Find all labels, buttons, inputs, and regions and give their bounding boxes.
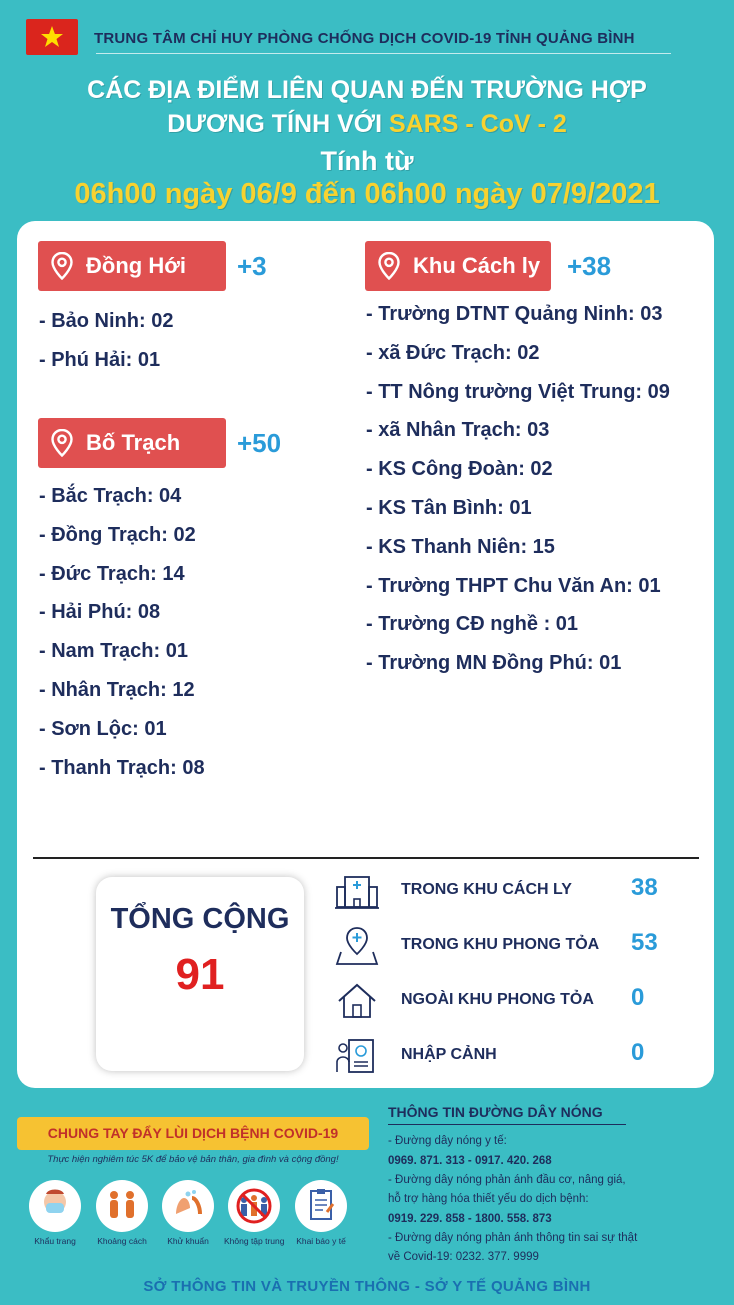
house-icon <box>335 981 379 1021</box>
hotline-phone: 0969. 871. 313 - 0917. 420. 268 <box>388 1155 552 1167</box>
region-count-bo-trach: +50 <box>237 428 282 458</box>
vietnam-flag-icon <box>26 19 78 55</box>
stat-value: 53 <box>631 929 658 956</box>
title-line-1: CÁC ĐỊA ĐIỂM LIÊN QUAN ĐẾN TRƯỜNG HỢP <box>87 76 647 104</box>
header-divider <box>96 53 671 54</box>
list-item: - Nam Trạch: 01 <box>39 640 188 663</box>
stat-outside-lockdown <box>335 979 695 1023</box>
section-divider <box>33 857 699 859</box>
stat-value: 38 <box>631 874 658 901</box>
stat-value: 0 <box>631 1039 645 1066</box>
distance-icon <box>102 1186 142 1226</box>
five-k-caption: Khai báo y tế <box>296 1236 346 1246</box>
region-tag-bo-trach <box>38 418 226 468</box>
five-k-item <box>291 1180 351 1246</box>
region-tag-dong-hoi <box>38 241 226 291</box>
list-item: - Trường MN Đồng Phú: 01 <box>366 652 622 675</box>
hotline-text: về Covid-19: 0232. 377. 9999 <box>388 1251 539 1263</box>
hotline-text: - Đường dây nóng phản ánh đầu cơ, nâng giá, <box>388 1174 626 1186</box>
content-card <box>17 221 714 1088</box>
location-pin-icon <box>50 252 74 280</box>
list-item: - Sơn Lộc: 01 <box>39 717 167 740</box>
hotline-text: - Đường dây nóng phản ánh thông tin sai sự thật <box>388 1232 638 1244</box>
stat-label: NGOÀI KHU PHONG TỎA <box>401 991 594 1008</box>
region-tag-khu-cach-ly <box>365 241 551 291</box>
list-item: - Trường CĐ nghề : 01 <box>366 613 579 636</box>
hotline-text: hỗ trợ hàng hóa thiết yếu do dịch bệnh: <box>388 1193 589 1205</box>
list-item: - Nhân Trạch: 12 <box>39 678 195 701</box>
campaign-subtitle: Thực hiện nghiêm túc 5K để bảo vệ bản thân, gia đình và cộng đồng! <box>47 1154 339 1165</box>
hotline-phone: 0919. 229. 858 - 1800. 558. 873 <box>388 1213 552 1225</box>
total-value: 91 <box>175 950 225 999</box>
list-item: - KS Tân Bình: 01 <box>366 496 532 519</box>
five-k-caption: Khẩu trang <box>34 1236 76 1246</box>
list-khu-cach-ly <box>366 295 670 683</box>
five-k-caption: Không tập trung <box>224 1236 285 1246</box>
title-line-2: DƯƠNG TÍNH VỚI SARS - CoV - 2 <box>167 110 567 138</box>
date-range: 06h00 ngày 06/9 đến 06h00 ngày 07/9/2021 <box>74 178 660 210</box>
five-k-item <box>224 1180 284 1246</box>
health-declaration-icon <box>301 1186 341 1226</box>
region-name: Đồng Hới <box>86 253 186 278</box>
five-k-caption: Khoảng cách <box>97 1236 147 1246</box>
hospital-icon <box>335 871 379 911</box>
map-pin-icon <box>335 926 379 966</box>
list-item: - TT Nông trường Việt Trung: 09 <box>366 380 670 403</box>
hotline-title: THÔNG TIN ĐƯỜNG DÂY NÓNG <box>388 1104 603 1120</box>
list-item: - Đức Trạch: 14 <box>39 562 185 585</box>
stat-label: TRONG KHU PHONG TỎA <box>401 936 600 953</box>
hotline-text: - Đường dây nóng y tế: <box>388 1135 507 1147</box>
no-gathering-icon <box>234 1186 274 1226</box>
region-count-dong-hoi: +3 <box>237 251 267 281</box>
list-item: - Bắc Trạch: 04 <box>39 485 182 507</box>
five-k-item <box>25 1180 85 1246</box>
total-box <box>96 877 304 1071</box>
hand-wash-icon <box>168 1186 208 1226</box>
five-k-item <box>92 1180 152 1246</box>
location-pin-icon <box>377 252 401 280</box>
stat-entry <box>335 1034 695 1078</box>
list-bo-trach <box>39 477 205 787</box>
list-item: - Hải Phú: 08 <box>39 601 161 624</box>
five-k-item <box>158 1180 218 1246</box>
list-item: - KS Công Đoàn: 02 <box>366 458 553 481</box>
stat-label: NHẬP CẢNH <box>401 1046 497 1063</box>
list-dong-hoi <box>39 302 173 380</box>
stat-lockdown <box>335 924 695 968</box>
list-item: - Thanh Trạch: 08 <box>39 756 205 779</box>
mask-icon <box>35 1186 75 1226</box>
list-item: - Bảo Ninh: 02 <box>39 310 174 332</box>
location-pin-icon <box>50 429 74 457</box>
list-item: - Trường DTNT Quảng Ninh: 03 <box>366 303 663 325</box>
passport-icon <box>335 1036 379 1076</box>
total-label: TỔNG CỘNG <box>110 903 290 935</box>
list-item: - xã Nhân Trạch: 03 <box>366 419 550 442</box>
region-name: Khu Cách ly <box>413 253 541 278</box>
footer-organizations: SỞ THÔNG TIN VÀ TRUYỀN THÔNG - SỞ Y TẾ QUẢNG BÌNH <box>143 1278 591 1295</box>
virus-name: SARS - CoV - 2 <box>388 110 567 138</box>
region-name: Bố Trạch <box>86 430 181 455</box>
campaign-banner: CHUNG TAY ĐẨY LÙI DỊCH BỆNH COVID-19 <box>17 1117 369 1150</box>
region-count-khu-cach-ly: +38 <box>567 251 612 281</box>
list-item: - Phú Hải: 01 <box>39 348 161 371</box>
stat-quarantine <box>335 869 695 913</box>
list-item: - Đồng Trạch: 02 <box>39 523 196 546</box>
list-item: - KS Thanh Niên: 15 <box>366 535 555 558</box>
hotline-underline <box>388 1124 626 1125</box>
five-k-caption: Khử khuẩn <box>167 1236 209 1246</box>
stat-label: TRONG KHU CÁCH LY <box>401 881 572 898</box>
title-line-3: Tính từ <box>320 146 414 176</box>
stat-value: 0 <box>631 984 645 1011</box>
organization-name: TRUNG TÂM CHỈ HUY PHÒNG CHỐNG DỊCH COVID-19 TỈNH QUẢNG BÌNH <box>94 30 635 47</box>
list-item: - Trường THPT Chu Văn An: 01 <box>366 574 661 597</box>
list-item: - xã Đức Trạch: 02 <box>366 341 540 364</box>
